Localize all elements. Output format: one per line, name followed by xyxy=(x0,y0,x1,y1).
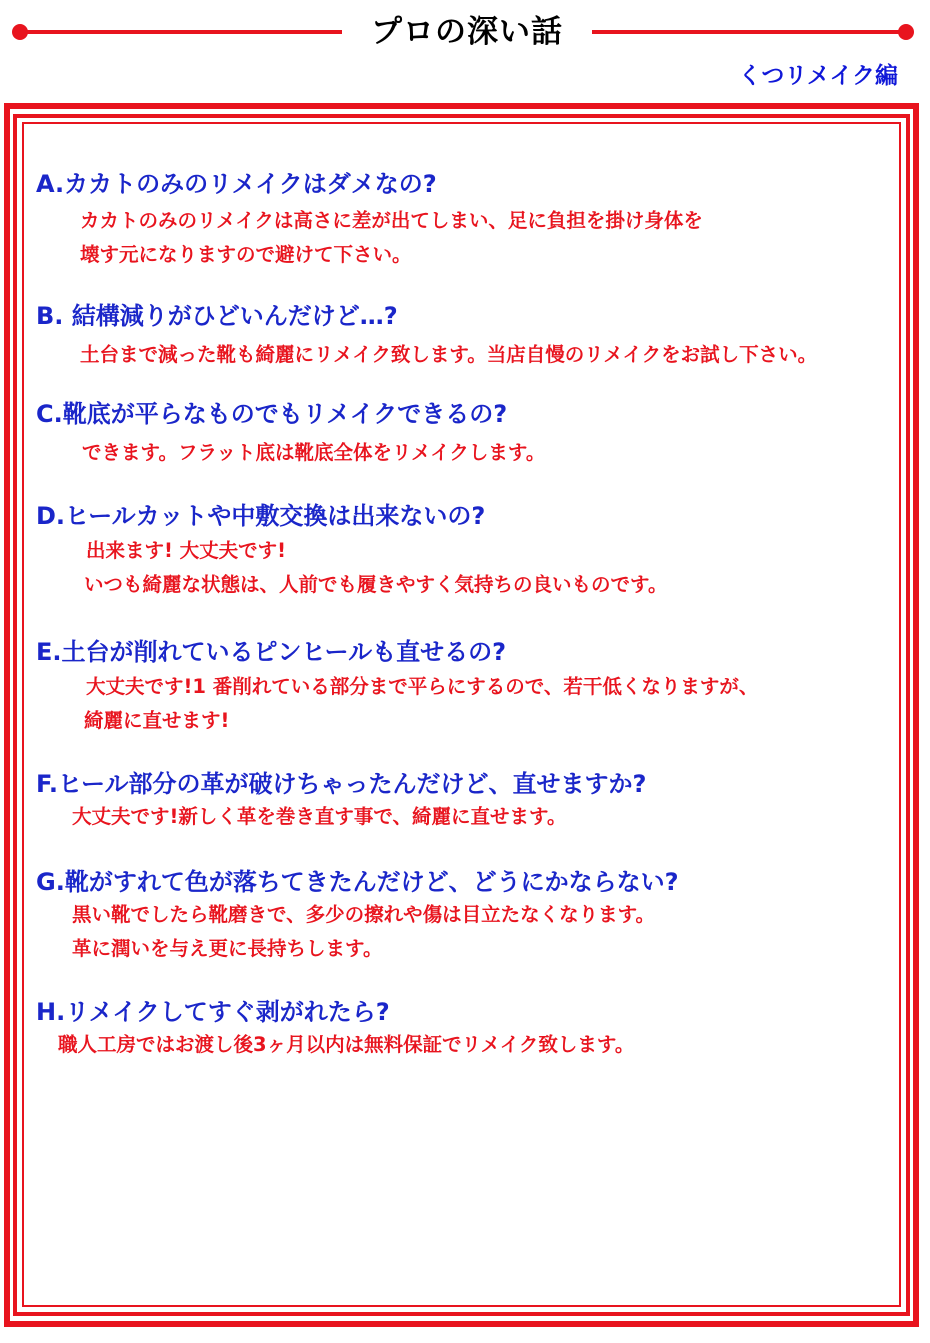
faq-question: C.靴底が平らなものでもリメイクできるの? xyxy=(36,400,508,428)
faq-answer-line: 職人工房ではお渡し後3ヶ月以内は無料保証でリメイク致します。 xyxy=(58,1033,635,1056)
faq-question: F.ヒール部分の革が破けちゃったんだけど、直せますか? xyxy=(36,770,647,798)
faq-question: G.靴がすれて色が落ちてきたんだけど、どうにかならない? xyxy=(36,868,679,896)
faq-answer-line: 革に潤いを与え更に長持ちします。 xyxy=(72,937,383,960)
faq-item-f xyxy=(36,768,896,834)
faq-item-e xyxy=(36,636,896,738)
header-rule-left xyxy=(20,30,342,34)
faq-answer-line: 綺麗に直せます! xyxy=(84,709,230,732)
faq-answer-line: いつも綺麗な状態は、人前でも履きやすく気持ちの良いものです。 xyxy=(84,573,668,596)
faq-answer-line: 黒い靴でしたら靴磨きで、多少の擦れや傷は目立たなくなります。 xyxy=(72,903,656,926)
faq-answer-line: 土台まで減った靴も綺麗にリメイク致します。当店自慢のリメイクをお試し下さい。 xyxy=(80,343,818,366)
header-rule-right xyxy=(592,30,906,34)
faq-question: A.カカトのみのリメイクはダメなの? xyxy=(36,170,437,198)
faq-question: D.ヒールカットや中敷交換は出来ないの? xyxy=(36,502,486,530)
page-title: プロの深い話 xyxy=(371,14,563,50)
faq-answer-line: 壊す元になりますので避けて下さい。 xyxy=(80,243,412,266)
faq-answer-line: 出来ます! 大丈夫です! xyxy=(86,539,287,562)
faq-item-a xyxy=(36,168,896,272)
faq-answer-line: できます。フラット底は靴底全体をリメイクします。 xyxy=(82,441,546,464)
faq-answer-line: 大丈夫です!1 番削れている部分まで平らにするので、若干低くなりますが、 xyxy=(86,675,759,698)
faq-item-b xyxy=(36,300,896,372)
faq-item-g xyxy=(36,866,896,966)
faq-question: B. 結構減りがひどいんだけど…? xyxy=(36,302,398,330)
page-subtitle: くつリメイク編 xyxy=(738,63,898,89)
header-dot-right xyxy=(898,24,914,40)
faq-item-c xyxy=(36,398,896,470)
faq-item-h xyxy=(36,996,896,1062)
faq-question: H.リメイクしてすぐ剥がれたら? xyxy=(36,998,390,1026)
faq-answer-line: カカトのみのリメイクは高さに差が出てしまい、足に負担を掛け身体を xyxy=(80,209,703,232)
faq-answer-line: 大丈夫です!新しく革を巻き直す事で、綺麗に直せます。 xyxy=(72,805,567,828)
faq-item-d xyxy=(36,500,896,602)
faq-question: E.土台が削れているピンヒールも直せるの? xyxy=(36,638,506,666)
